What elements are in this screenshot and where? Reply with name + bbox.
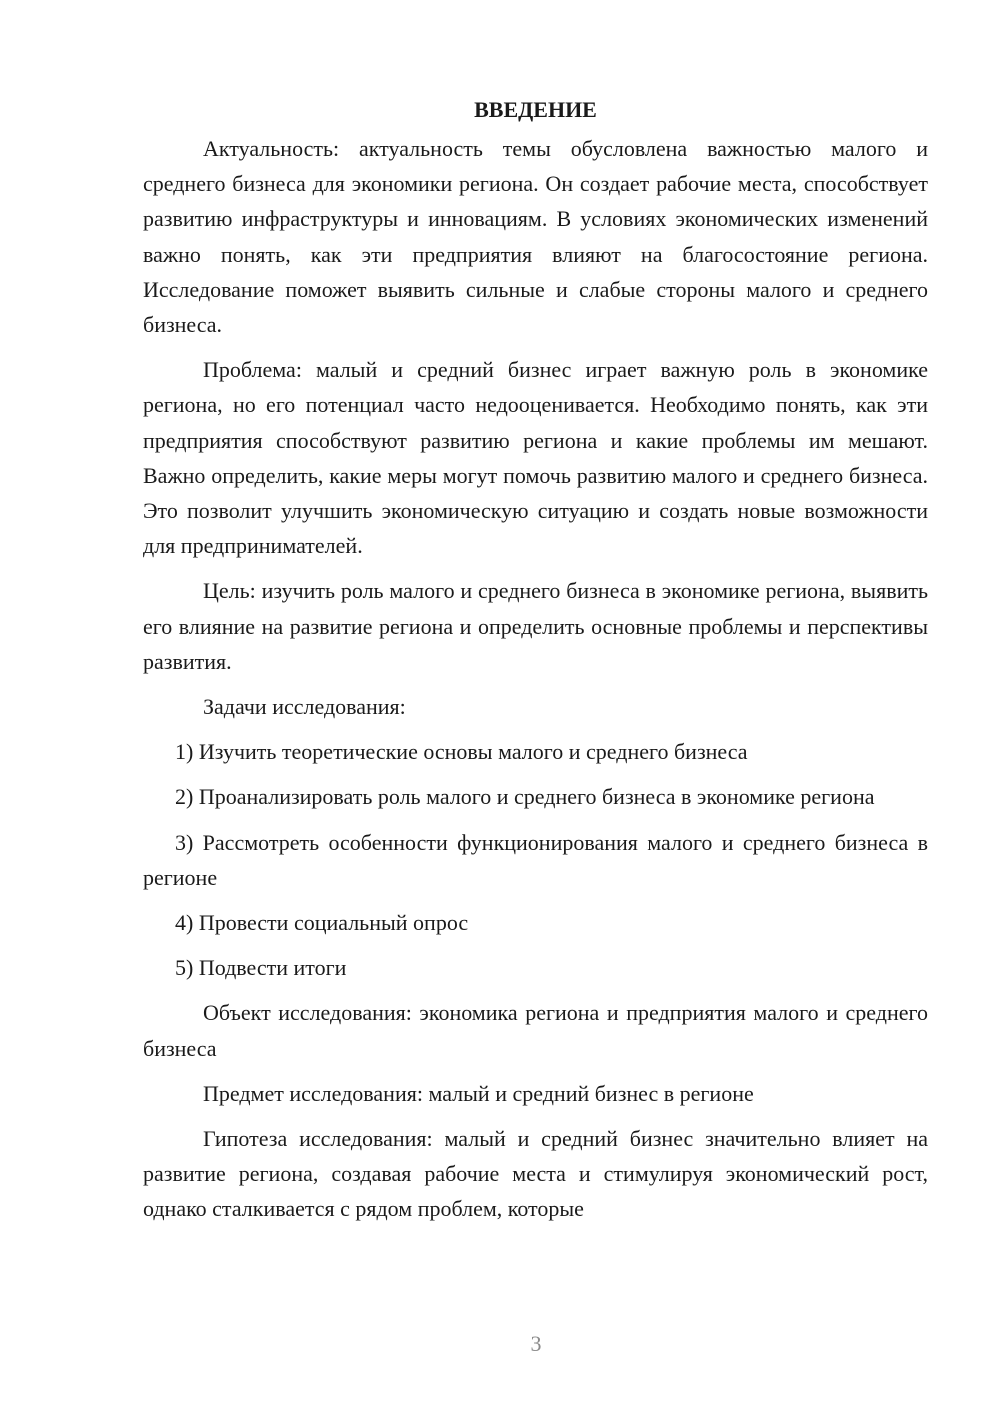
section-heading: ВВЕДЕНИЕ: [474, 97, 597, 122]
task-item-5: 5) Подвести итоги: [175, 955, 347, 981]
object-paragraph: Объект исследования: экономика региона и предприятия малого и среднего бизнеса: [143, 1000, 928, 1061]
subject-paragraph: Предмет исследования: малый и средний бизнес в регионе: [203, 1080, 754, 1106]
document-page: [143, 92, 928, 1227]
task-item-3: 3) Рассмотреть особенности функционирования малого и среднего бизнеса в регионе: [143, 829, 928, 890]
relevance-paragraph: Актуальность: актуальность темы обусловлена важностью малого и среднего бизнеса для экономики региона. Он создает рабочие места, способствует развитию инфраструктуры и инновациям. В условиях экономических изменений важно понять, как эти предприятия влияют на благосостояние региона. Исследование поможет выявить сильные и слабые стороны малого и среднего бизнеса.: [143, 136, 928, 338]
task-item-4: 4) Провести социальный опрос: [175, 910, 469, 936]
hypothesis-paragraph: Гипотеза исследования: малый и средний бизнес значительно влияет на развитие региона, создавая рабочие места и стимулируя экономический рост, однако сталкивается с рядом проблем, которые: [143, 1126, 928, 1222]
task-item-1: 1) Изучить теоретические основы малого и среднего бизнеса: [175, 739, 748, 765]
task-item-2: 2) Проанализировать роль малого и среднего бизнеса в экономике региона: [175, 784, 875, 810]
tasks-heading: Задачи исследования:: [203, 694, 406, 720]
goal-paragraph: Цель: изучить роль малого и среднего бизнеса в экономике региона, выявить его влияние на развитие региона и определить основные проблемы и перспективы развития.: [143, 578, 928, 674]
problem-paragraph: Проблема: малый и средний бизнес играет важную роль в экономике региона, но его потенциал часто недооценивается. Необходимо понять, как эти предприятия способствуют развитию региона и какие проблемы им мешают. Важно определить, какие меры могут помочь развитию малого и среднего бизнеса. Это позволит улучшить экономическую ситуацию и создать новые возможности для предпринимателей.: [143, 357, 928, 559]
page-number: 3: [530, 1331, 542, 1356]
